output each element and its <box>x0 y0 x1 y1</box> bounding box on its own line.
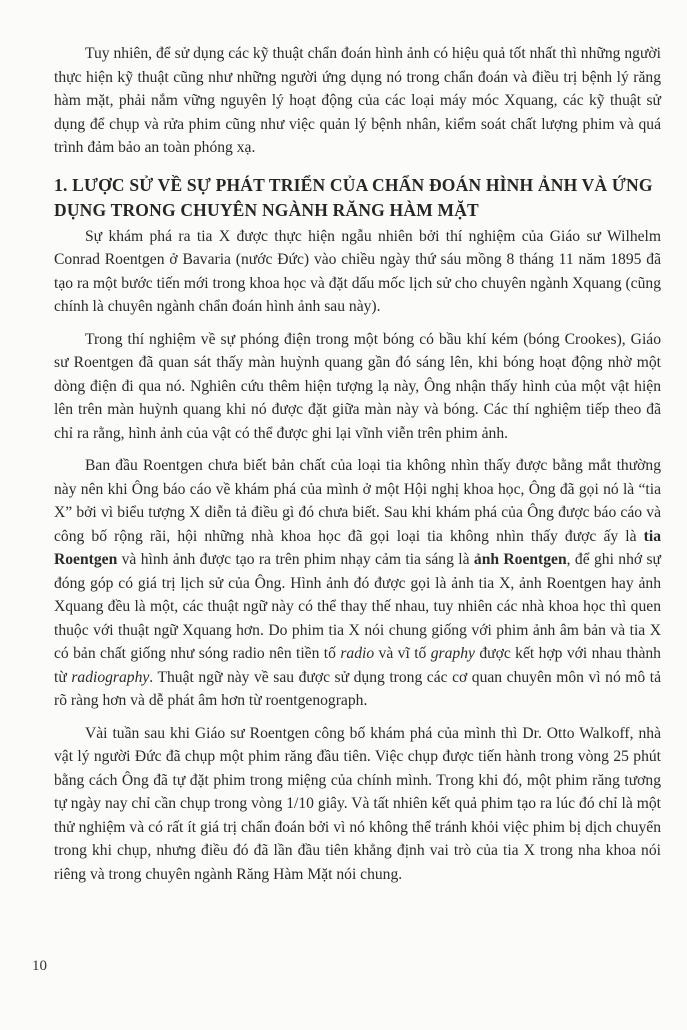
term-tia-roentgen: tia Roentgen <box>54 527 661 568</box>
term-radio: radio <box>340 645 375 662</box>
term-graphy: graphy <box>430 645 475 662</box>
page-number: 10 <box>32 958 47 974</box>
paragraph-terminology <box>54 454 661 713</box>
paragraph-first-dental-film: Vài tuần sau khi Giáo sư Roentgen công bố khám phá của mình thì Dr. Otto Walkoff, nhà vật lý người Đức đã chụp một phim răng đầu tiên. Việc chụp được tiến hành trong vòng 25 phút bằng cách Ông đã tự đặt phim trong miệng của chính mình. Trong khi đó, một phim răng tương tự ngày nay chỉ cần chụp trong vòng 1/10 giây. Và tất nhiên kết quả phim tạo ra lúc đó chỉ là một thử nghiệm và có rất ít giá trị chẩn đoán bởi vì nó không thể tránh khỏi việc phim bị dịch chuyển trong khi chụp, nhưng điều đó đã lần đầu tiên khẳng định vai trò của tia X trong nha khoa nói riêng và trong chuyên ngành Răng Hàm Mặt nói chung. <box>54 724 661 883</box>
text-run: và vĩ tố <box>374 645 431 662</box>
text-run: Ban đầu Roentgen chưa biết bản chất của loại tia không nhìn thấy được bằng mắt thường này nên khi Ông báo cáo về khám phá của mình ở một Hội nghị khoa học, Ông đã gọi nó là “tia X” bởi vì biểu tượng X diễn tả điều gì đó chưa biết. Sau khi khám phá của Ông được báo cáo và công bố rộng rãi, hội những nhà khoa học đã gọi loại tia không nhìn thấy được ấy là <box>54 457 661 545</box>
section-heading: 1. LƯỢC SỬ VỀ SỰ PHÁT TRIỂN CỦA CHẨN ĐOÁN HÌNH ẢNH VÀ ỨNG DỤNG TRONG CHUYÊN NGÀNH RĂNG HÀM MẶT <box>54 174 653 220</box>
term-radiography: radiography <box>71 668 150 686</box>
paragraph-intro: Tuy nhiên, để sử dụng các kỹ thuật chẩn đoán hình ảnh có hiệu quả tốt nhất thì những người thực hiện kỹ thuật cũng như những người ứng dụng nó trong chẩn đoán và điều trị bệnh lý răng hàm mặt, phải nắm vững nguyên lý hoạt động của các loại máy móc Xquang, các kỹ thuật sử dụng để chụp và rửa phim cũng như việc quản lý bệnh nhân, kiểm soát chất lượng phim và quá trình đảm bảo an toàn phóng xạ. <box>54 45 661 156</box>
text-run: , để ghi nhớ sự đóng góp có giá trị lịch sử của Ông. Hình ảnh đó được gọi là ảnh tia X, ảnh Roentgen hay ảnh Xquang đều là một, các thuật ngữ này có thể thay thế nhau, tuy nhiên các nhà khoa học thì quen thuộc với thuật ngữ Xquang hơn. Do phim tia X nói chung giống với phim ảnh âm bản và tia X có bản chất giống như sóng radio nên tiền tố <box>54 551 661 662</box>
text-run: và hình ảnh được tạo ra trên phim nhạy cảm tia sáng là <box>117 551 474 568</box>
text-run: được kết hợp với nhau thành từ <box>54 645 661 686</box>
text-run: . Thuật ngữ này về sau được sử dụng trong các cơ quan chuyên môn vì nó mô tả rõ ràng hơn và dễ phát âm hơn từ roentgenograph. <box>54 668 661 709</box>
page-content <box>54 42 661 886</box>
paragraph-discovery: Sự khám phá ra tia X được thực hiện ngẫu nhiên bởi thí nghiệm của Giáo sư Wilhelm Conrad Roentgen ở Bavaria (nước Đức) vào chiều ngày thứ sáu mồng 8 tháng 11 năm 1895 đã tạo ra một bước tiến mới trong khoa học và đặt dấu mốc lịch sử cho chuyên ngành Xquang (cũng chính là chuyên ngành chẩn đoán hình ảnh sau này). <box>54 227 661 315</box>
term-anh-roentgen: ảnh Roentgen <box>473 551 567 568</box>
paragraph-experiment: Trong thí nghiệm về sự phóng điện trong một bóng có bầu khí kém (bóng Crookes), Giáo sư Roentgen đã quan sát thấy màn huỳnh quang gần đó sáng lên, khi bóng hoạt động nhờ một dòng điện đi qua nó. Nghiên cứu thêm hiện tượng lạ này, Ông nhận thấy hình của một vật hiện lên trên màn huỳnh quang khi nó được đặt giữa màn này và bóng. Các thí nghiệm tiếp theo đã chỉ ra rằng, hình ảnh của vật có thể được ghi lại vĩnh viễn trên phim ảnh. <box>54 330 661 442</box>
